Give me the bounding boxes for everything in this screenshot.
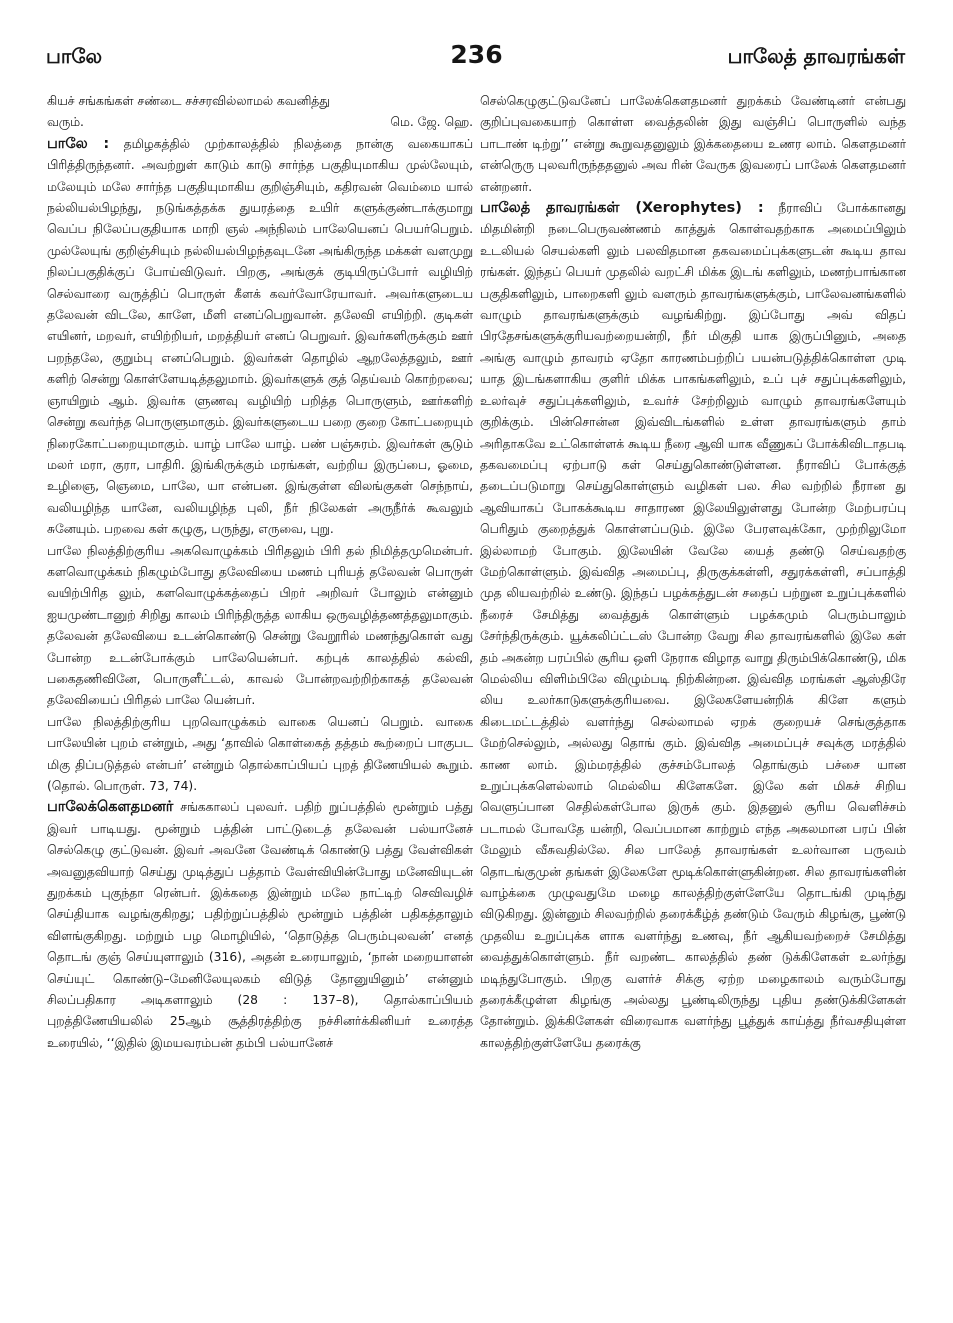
page-header bbox=[0, 0, 953, 88]
entry-xerophytes-para bbox=[480, 198, 906, 1054]
entry-xerophytes-term: பாலேத் தாவரங்கள் (Xerophytes) : bbox=[480, 200, 764, 217]
entry-paalai-para1 bbox=[47, 134, 473, 541]
entry-gautamanar-text: சங்ககாலப் புலவர். பதிற் றுப்பத்தில் மூன்றும் பத்து இவர் பாடியது. மூன்றும் பத்தின் பாட்டுடைத் தலேவன் பல்யானேச் செல்கெழு குட்டுவன். இவர் அவனே வேண்டிக் கொண்டு பத்து வேள்விகள் அவனுதவியாற் செய்து முடித்துப் பத்தாம் வேள்வியின்போது மனேவியுடன் துறக்கம் புகுந்தா ரென்பர். இக்கதை இன்றும் மலே நாட்டிற் செவிவழிச் செய்தியாக வழங்குகிறது; பதிற்றுப்பத்தில் மூன்றும் பத்தின் பதிகத்தாலும் விளங்குகிறது. மற்றும் பழ மொழியில், ‘தொடுத்த பெரும்புலவன்’ எனத் தொடங் குஞ் செய்யுளாலும் (316), அதன் உரையாலும், ‘நான் மறையாளன் செய்யுட் கொண்டு–மேனிலேயுலகம் விடுத் தோனுயினும்’ என்னும் சிலப்பதிகார அடிகளாலும் (28 : 137–8), தொல்காப்பியம் புறத்திணேயியலில் 25ஆம் சூத்திரத்திற்கு நச்சினர்க்கினியர் உரைத்த உரையில், ‘‘இதில் இமயவரம்பன் தம்பி பல்யானேச் bbox=[47, 800, 473, 1050]
page-number: 236 bbox=[450, 40, 503, 69]
left-column bbox=[47, 91, 473, 1317]
continuation-para: செல்கெழுகுட்டுவனேப் பாலேக்கௌதமனர் துறக்கம் வேண்டினர் என்பது குறிப்புவகையாற் கொள்ள வைத்தலின் இது வஞ்சிப் பொருளில் வந்த பாடாண் டிற்று’’ என்று கூறுவதனுலும் இக்கதையை உணர லாம். கௌதமனர் என்ருெரு புலவரிருந்ததனுல் அவ ரின் வேருக இவரைப் பாலேக் கௌதமனர் என்றனர். bbox=[480, 94, 906, 194]
entry-paalai-term: பாலே : bbox=[47, 135, 110, 152]
entry-gautamanar-para bbox=[47, 797, 473, 1054]
intro-end: வரும். bbox=[47, 115, 84, 130]
intro-end-line bbox=[47, 112, 473, 133]
header-right-title: பாலேத் தாவரங்கள் bbox=[727, 44, 905, 68]
entry-paalai-para3: பாலே நிலத்திற்குரிய புறவொழுக்கம் வாகை யெனப் பெறும். வாகை பாலேயின் புறம் என்றும், அது ‘தாவில் கொள்கைத் தத்தம் கூற்றைப் பாகுபட மிகு திப்படுத்தல் என்பர்’ என்றும் தொல்காப்பியப் புறத் திணேயியல் கூறும். (தொல். பொருள். 73, 74). bbox=[47, 714, 473, 793]
right-column bbox=[480, 91, 906, 1317]
entry-xerophytes-text: நீராவிப் போக்கானது மிதமின்றி நடைபெருவண்ணம் காத்துக் கொள்வதற்காக அமைப்பிலும் உடலியல் செயல்களி லும் பலவிதமான தகவமைப்புக்களுடன் கூடிய தாவ ரங்கள். இந்தப் பெயர் முதலில் வறட்சி மிக்க இடங் களிலும், மணற்பாங்கான பகுதிகளிலும், பாறைகளி லும் வளரும் தாவரங்களுக்கும், பாலேவனங்களில் வாழும் தாவரங்களுக்கும் வழங்கிற்று. இப்போது அவ் விதப் பிரதேசங்களுக்குரியவற்றையன்றி, நீர் மிகுதி யாக இருப்பினும், அதை அங்கு வாழும் தாவரம் ஏதோ காரணம்பற்றிப் பயன்படுத்திக்கொள்ள முடி யாத இடங்களாகிய குளிர் மிக்க பாகங்களிலும், உப் புச் சதுப்புக்களிலும், உலர்வுச் சதுப்புக்களிலும், உவர்ச் சேற்றிலும் வாழும் தாவரங்களேயும் குறிக்கும். பின்சொன்ன இவ்விடங்களில் உள்ள தாவரங்களும் தாம் அரிதாகவே உட்கொள்ளக் கூடிய நீரை ஆவி யாக வீணுகப் போக்கிவிடாதபடி தகவமைப்பு ஏற்பாடு கள் செய்துகொண்டுள்ளன. நீராவிப் போக்குத் தடைப்படுமாறு செய்துகொள்ளும் வழிகள் பல. சில வற்றில் நீரான து ஆவியாகப் போகக்கூடிய சாதாரண இலேயிலுள்ளது போன்ற மேற்பரப்பு பெரிதும் குறைத்துக் கொள்ளப்படும். இலே பேரளவுக்கோ, முற்றிலுமோ இல்லாமற் போகும். இலேயின் வேலே யைத் தண்டு செய்வதற்கு மேற்கொள்ளும். இவ்வித அமைப்பு, திருகுக்கள்ளி, சதுரக்கள்ளி, சப்பாத்தி முத லியவற்றில் உண்டு. இந்தப் பழக்கத்துடன் சதைப் பற்றுன உறுப்புக்களில் நீரைச் சேமித்து வைத்துக் கொள்ளும் பழக்கமும் பெரும்பாலும் சேர்ந்திருக்கும். யூக்கலிப்ட்டஸ் போன்ற வேறு சில தாவரங்களில் இலே கள் தம் அகன்ற பரப்பில் சூரிய ஒளி நேராக விழாத வாறு திரும்பிக்கொண்டு, மிக மெல்லிய விளிம்பிலே விழும்படி நிற்கின்றன. இவ்வித மரங்கள் ஆஸ்திரே லிய உலர்காடுகளுக்குரியவை. இலேகளேயன்றிக் கிளே களும் கிடைமட்டத்தில் வளர்ந்து செல்லாமல் ஏறக் குறையச் செங்குத்தாக மேற்செல்லும், அல்லது தொங் கும். இவ்வித அமைப்புச் சவுக்கு மரத்தில் காண லாம். இம்மரத்தில் குச்சம்போலத் தொங்கும் பச்சை யான உறுப்புக்களெல்லாம் மெல்லிய கிளேகளே. இலே கள் மிகச் சிறிய வெளுப்பான செதில்கள்போல இருக் கும். இதனுல் சூரிய வெளிச்சம் படாமல் போவதே யன்றி, வெப்பமான காற்றும் எந்த அகலமான பரப் பின் மேலும் வீசுவதில்லே. சில பாலேத் தாவரங்கள் உலர்வான பருவம் தொடங்குமுன் தங்கள் இலேகளே மூடிக்கொள்ளுகின்றன. சில தாவரங்களின் வாழ்க்கை முழுவதுமே மழை காலத்திற்குள்ளேயே தொடங்கி முடிந்து விடுகிறது. இன்னும் சிலவற்றில் தரைக்கீழ்த் தண்டும் வேரும் கிழங்கு, பூண்டு முதலிய உறுப்புக்க ளாக வளர்ந்து உணவு, நீர் ஆகியவற்றைச் சேமித்து வைத்துக்கொள்ளும். நீர் வறண்ட காலத்தில் தண் டுக்கிளேகள் உலர்ந்து மடிந்துபோகும். பிறகு வளர்ச் சிக்கு ஏற்ற மழைகாலம் வரும்போது தரைக்கீழுள்ள கிழங்கு அல்லது பூண்டிலிருந்து புதிய தண்டுக்கிளேகள் தோன்றும். இக்கிளேகள் விரைவாக வளர்ந்து பூத்துக் காய்த்து நீர்வசதியுள்ள காலத்திற்குள்ளேயே தரைக்கு bbox=[480, 201, 906, 1050]
entry-paalai-text1: தமிழகத்தில் முற்காலத்தில் நிலத்தை நான்கு வகையாகப் பிரித்திருந்தனர். அவற்றுள் காடும் காடு சார்ந்த பகுதியுமாகிய முல்லேயும், மலேயும் மலே சார்ந்த பகுதியுமாகிய குறிஞ்சியும், கதிரவன் வெம்மை யால் நல்லியல்பிழந்து, நடுங்கத்தக்க துயரத்தை உயிர் களுக்குண்டாக்குமாறு வெப்ப நிலேப்பகுதியாக மாறி ஞல் அந்நிலம் பாலேயெனப் பெயர்பெறும். முல்லேயுங் குறிஞ்சியும் நல்லியல்பிழந்தவுடனே அங்கிருந்த மக்கள் வளமுறு நிலப்பகுதிக்குப் போய்விடுவர். பிறகு, அங்குக் குடியிருப்போர் வழியிற் செல்வாரை வருத்திப் பொருள் கீளக் கவர்வோரேயாவர். அவர்களுடைய தலேவன் விடலே, காளே, மீளி எனப்பெறுவான். தலேவி எயிற்றி. குடிகள் எயினர், மறவர், எயிற்றியர், மறத்தியர் எனப் பெறுவர். இவர்களிருக்கும் ஊர் பறந்தலே, குறும்பு எனப்பெறும். இவர்கள் தொழில் ஆறலேத்தலும், ஊர் களிற் சென்று கொள்ளேயடித்தலுமாம். இவர்களுக் குத் தெய்வம் கொற்றவை; ஞாயிறும் ஆம். இவர்க ளுணவு வழியிற் பறித்த பொருளும், ஊர்களிற் சென்று கவர்ந்த பொருளுமாகும். இவர்களுடைய பறை குறை கோட்பறையும் நிரைகோட்பறையுமாகும். யாழ் பாலே யாழ். பண் பஞ்சுரம். இவர்கள் சூடும் மலர் மரா, குரா, பாதிரி. இங்கிருக்கும் மரங்கள், வற்றிய இருப்பை, ஓமை, உழிஞை, ஞெமை, பாலே, யா என்பன. இங்குள்ள விலங்குகள் செந்நாய், வலியழிந்த யானே, வலியழிந்த புலி, நீர் நிலேகள் அருநீர்க் கூவலும் சுனேயும். பறவை கள் கழுகு, பருந்து, எருவை, புறு. bbox=[47, 136, 473, 537]
header-left-title: பாலே bbox=[46, 44, 103, 68]
entry-gautamanar-term: பாலேக்கௌதமனர் bbox=[47, 799, 174, 816]
intro-author: மெ. ஜே. ஹெ. bbox=[390, 115, 473, 130]
entry-paalai-para2: பாலே நிலத்திற்குரிய அகவொழுக்கம் பிரிதலும் பிரி தல் நிமித்தமுமென்பர். களவொழுக்கம் நிகழும்போது தலேவியை மணம் புரியத் தலேவன் பொருள் வயிற்பிரித லும், களவொழுக்கத்தைப் பிறர் அறிவர் போலும் என்னும் ஐயமுண்டானுற் சிறிது காலம் பிரிந்திருத்த லாகிய ஒருவழித்தணத்தலுமாகும். தலேவன் தலேவியை உடன்கொண்டு சென்று வேறூரில் மணந்துகொள் வது போன்ற உடன்போக்கும் பாலேயென்பர். கற்புக் காலத்தில் கல்வி, பகைதணிவினே, பொருளீட்டல், காவல் போன்றவற்றிற்காகத் தலேவன் தலேவியைப் பிரிதல் பாலே யென்பர். bbox=[47, 543, 473, 708]
intro-line: கியச் சங்கங்கள் சண்டை சச்சரவில்லாமல் கவனித்து bbox=[47, 94, 330, 108]
